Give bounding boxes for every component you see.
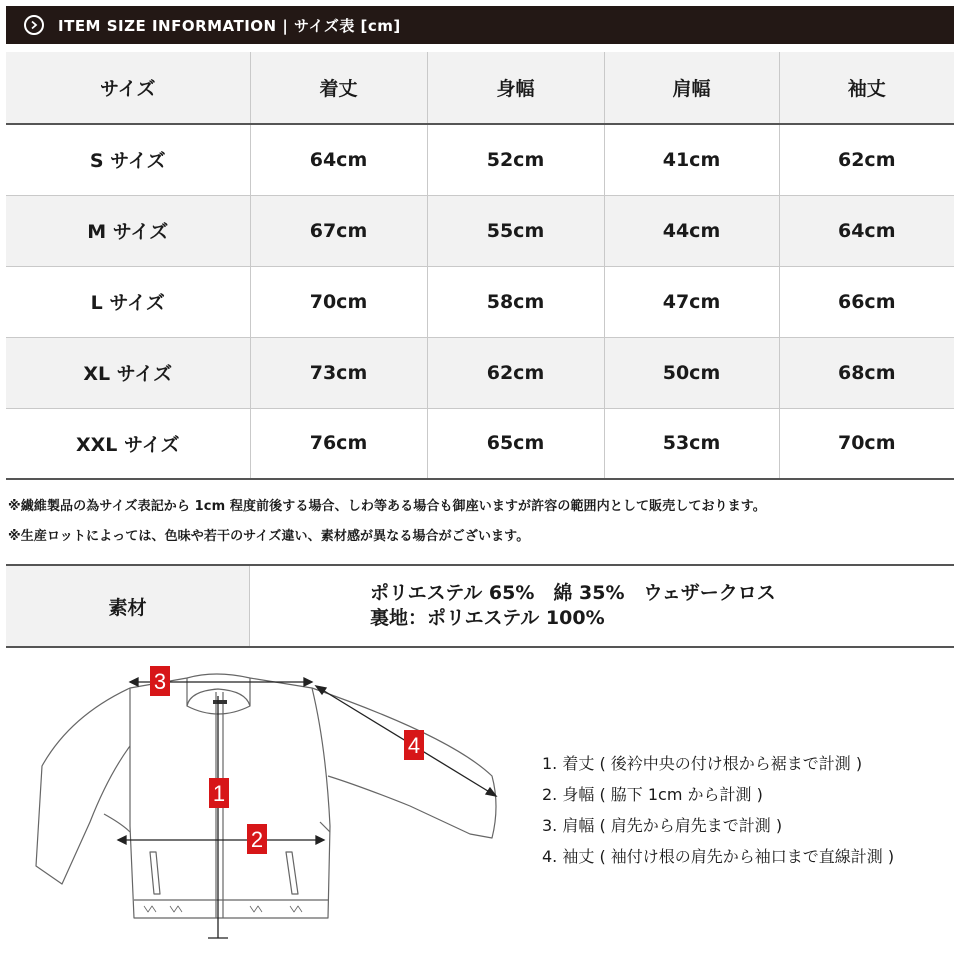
cell-size: XL サイズ — [6, 337, 250, 408]
column-header-chest: 身幅 — [427, 52, 604, 124]
marker-2-label: 2 — [250, 827, 264, 852]
column-header-size: サイズ — [6, 52, 250, 124]
jacket-left-sleeve-outline — [36, 688, 130, 884]
material-line: 裏地：ポリエステル 100% — [370, 607, 605, 629]
header-bar — [6, 6, 954, 44]
cell-sleeve: 68cm — [779, 337, 954, 408]
column-header-shoulder: 肩幅 — [604, 52, 779, 124]
legend-item-length: 1. 着丈 ( 後衿中央の付け根から裾まで計測 ) — [542, 754, 863, 773]
marker-1-label: 1 — [212, 781, 226, 806]
cell-size: XXL サイズ — [6, 408, 250, 479]
cell-sleeve: 62cm — [779, 124, 954, 195]
table-row — [6, 195, 954, 266]
cell-length: 76cm — [250, 408, 427, 479]
column-header-length: 着丈 — [250, 52, 427, 124]
cell-chest: 58cm — [427, 266, 604, 337]
legend-item-chest: 2. 身幅 ( 脇下 1cm から計測 ) — [542, 785, 763, 804]
table-row — [6, 408, 954, 479]
cell-shoulder: 41cm — [604, 124, 779, 195]
measurement-markers — [150, 666, 424, 854]
cell-length: 64cm — [250, 124, 427, 195]
table-row — [6, 337, 954, 408]
cell-length: 73cm — [250, 337, 427, 408]
marker-3-label: 3 — [153, 669, 167, 694]
cell-chest: 55cm — [427, 195, 604, 266]
page-title: ITEM SIZE INFORMATION | サイズ表 [cm] — [58, 16, 401, 35]
brand-tag — [213, 700, 227, 704]
left-pocket — [150, 852, 160, 894]
cell-length: 67cm — [250, 195, 427, 266]
material-value — [250, 566, 954, 646]
table-header-row — [6, 52, 954, 124]
column-header-sleeve: 袖丈 — [779, 52, 954, 124]
chevron-right-circle-icon — [24, 15, 44, 35]
cell-shoulder: 47cm — [604, 266, 779, 337]
marker-4-label: 4 — [407, 733, 421, 758]
cell-sleeve: 64cm — [779, 195, 954, 266]
table-row — [6, 124, 954, 195]
cell-chest: 65cm — [427, 408, 604, 479]
material-section — [6, 564, 954, 648]
jacket-right-sleeve-outline — [312, 688, 496, 838]
jacket-body-outline — [130, 674, 330, 918]
cell-length: 70cm — [250, 266, 427, 337]
material-label: 素材 — [6, 566, 250, 646]
material-line: ポリエステル 65% 綿 35% ウェザークロス — [370, 582, 776, 604]
cell-sleeve: 70cm — [779, 408, 954, 479]
cell-shoulder: 50cm — [604, 337, 779, 408]
note-tolerance: ※繊維製品の為サイズ表記から 1cm 程度前後する場合、しわ等ある場合も御座いますが許容の範囲内として販売しております。 — [8, 499, 766, 514]
cell-shoulder: 44cm — [604, 195, 779, 266]
cell-size: S サイズ — [6, 124, 250, 195]
cell-size: L サイズ — [6, 266, 250, 337]
legend-item-sleeve: 4. 袖丈 ( 袖付け根の肩先から袖口まで直線計測 ) — [542, 847, 895, 866]
size-table — [6, 52, 954, 480]
legend-item-shoulder: 3. 肩幅 ( 肩先から肩先まで計測 ) — [542, 816, 783, 835]
cell-chest: 62cm — [427, 337, 604, 408]
jacket-diagram — [30, 656, 510, 952]
table-row — [6, 266, 954, 337]
note-production-lot: ※生産ロットによっては、色味や若干のサイズ違い、素材感が異なる場合がございます。 — [8, 529, 530, 544]
cell-size: M サイズ — [6, 195, 250, 266]
cell-shoulder: 53cm — [604, 408, 779, 479]
cell-sleeve: 66cm — [779, 266, 954, 337]
cell-chest: 52cm — [427, 124, 604, 195]
right-pocket — [286, 852, 298, 894]
measurement-legend — [542, 748, 894, 872]
